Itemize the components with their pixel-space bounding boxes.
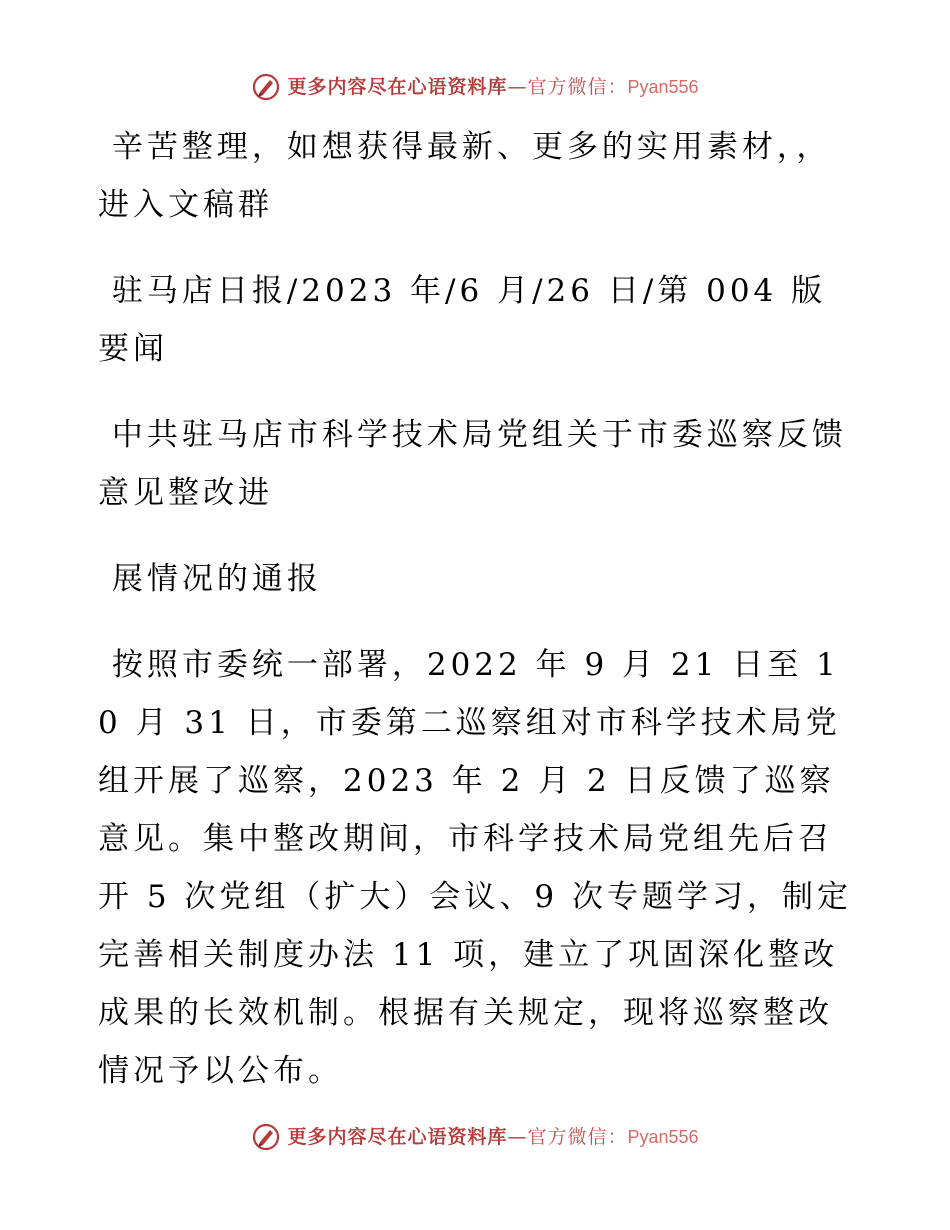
- body-paragraph: 按照市委统一部署，2022 年 9 月 21 日至 10 月 31 日，市委第二巡察组对市科学技术局党组开展了巡察，2023 年 2 月 2 日反馈了巡察意见。集中整改期间，市科学技术局党组先后召开 5 次党组（扩大）会议、9 次专题学习，制定完善相关制度办法 11 项，建立了巩固深化整改成果的长效机制。根据有关规定，现将巡察整改情况予以公布。: [98, 647, 853, 1089]
- pen-circle-icon: [251, 72, 281, 102]
- footer-banner-wechat: 官方微信：: [527, 1126, 628, 1148]
- footer-banner-dash: —: [507, 1126, 528, 1148]
- header-banner-main: 更多内容尽在心语资料库: [287, 76, 508, 98]
- pen-circle-icon: [251, 1122, 281, 1152]
- intro-line-2: 进入文稿群: [98, 187, 273, 223]
- source-line: 驻马店日报/2023 年/6 月/26 日/第 004 版要闻: [98, 273, 827, 367]
- intro-line-1: 辛苦整理，如想获得最新、更多的实用素材，，: [98, 129, 832, 165]
- title-line-3: 展情况的通报: [98, 561, 322, 597]
- header-banner-id: Pyan556: [627, 77, 699, 97]
- footer-banner-text: [287, 1122, 698, 1152]
- document-content: [98, 118, 858, 1100]
- footer-banner-main: 更多内容尽在心语资料库: [287, 1126, 508, 1148]
- title-line-2: 意见整改进: [98, 475, 273, 511]
- footer-banner-id: Pyan556: [627, 1127, 699, 1147]
- page-footer-banner: [0, 1122, 950, 1152]
- page-header-banner: [0, 72, 950, 102]
- title-line-1: 中共驻马店市科学技术局党组关于市委巡察反馈: [98, 417, 847, 453]
- header-banner-wechat: 官方微信：: [527, 76, 628, 98]
- header-banner-text: [287, 72, 698, 102]
- header-banner-dash: —: [507, 76, 528, 98]
